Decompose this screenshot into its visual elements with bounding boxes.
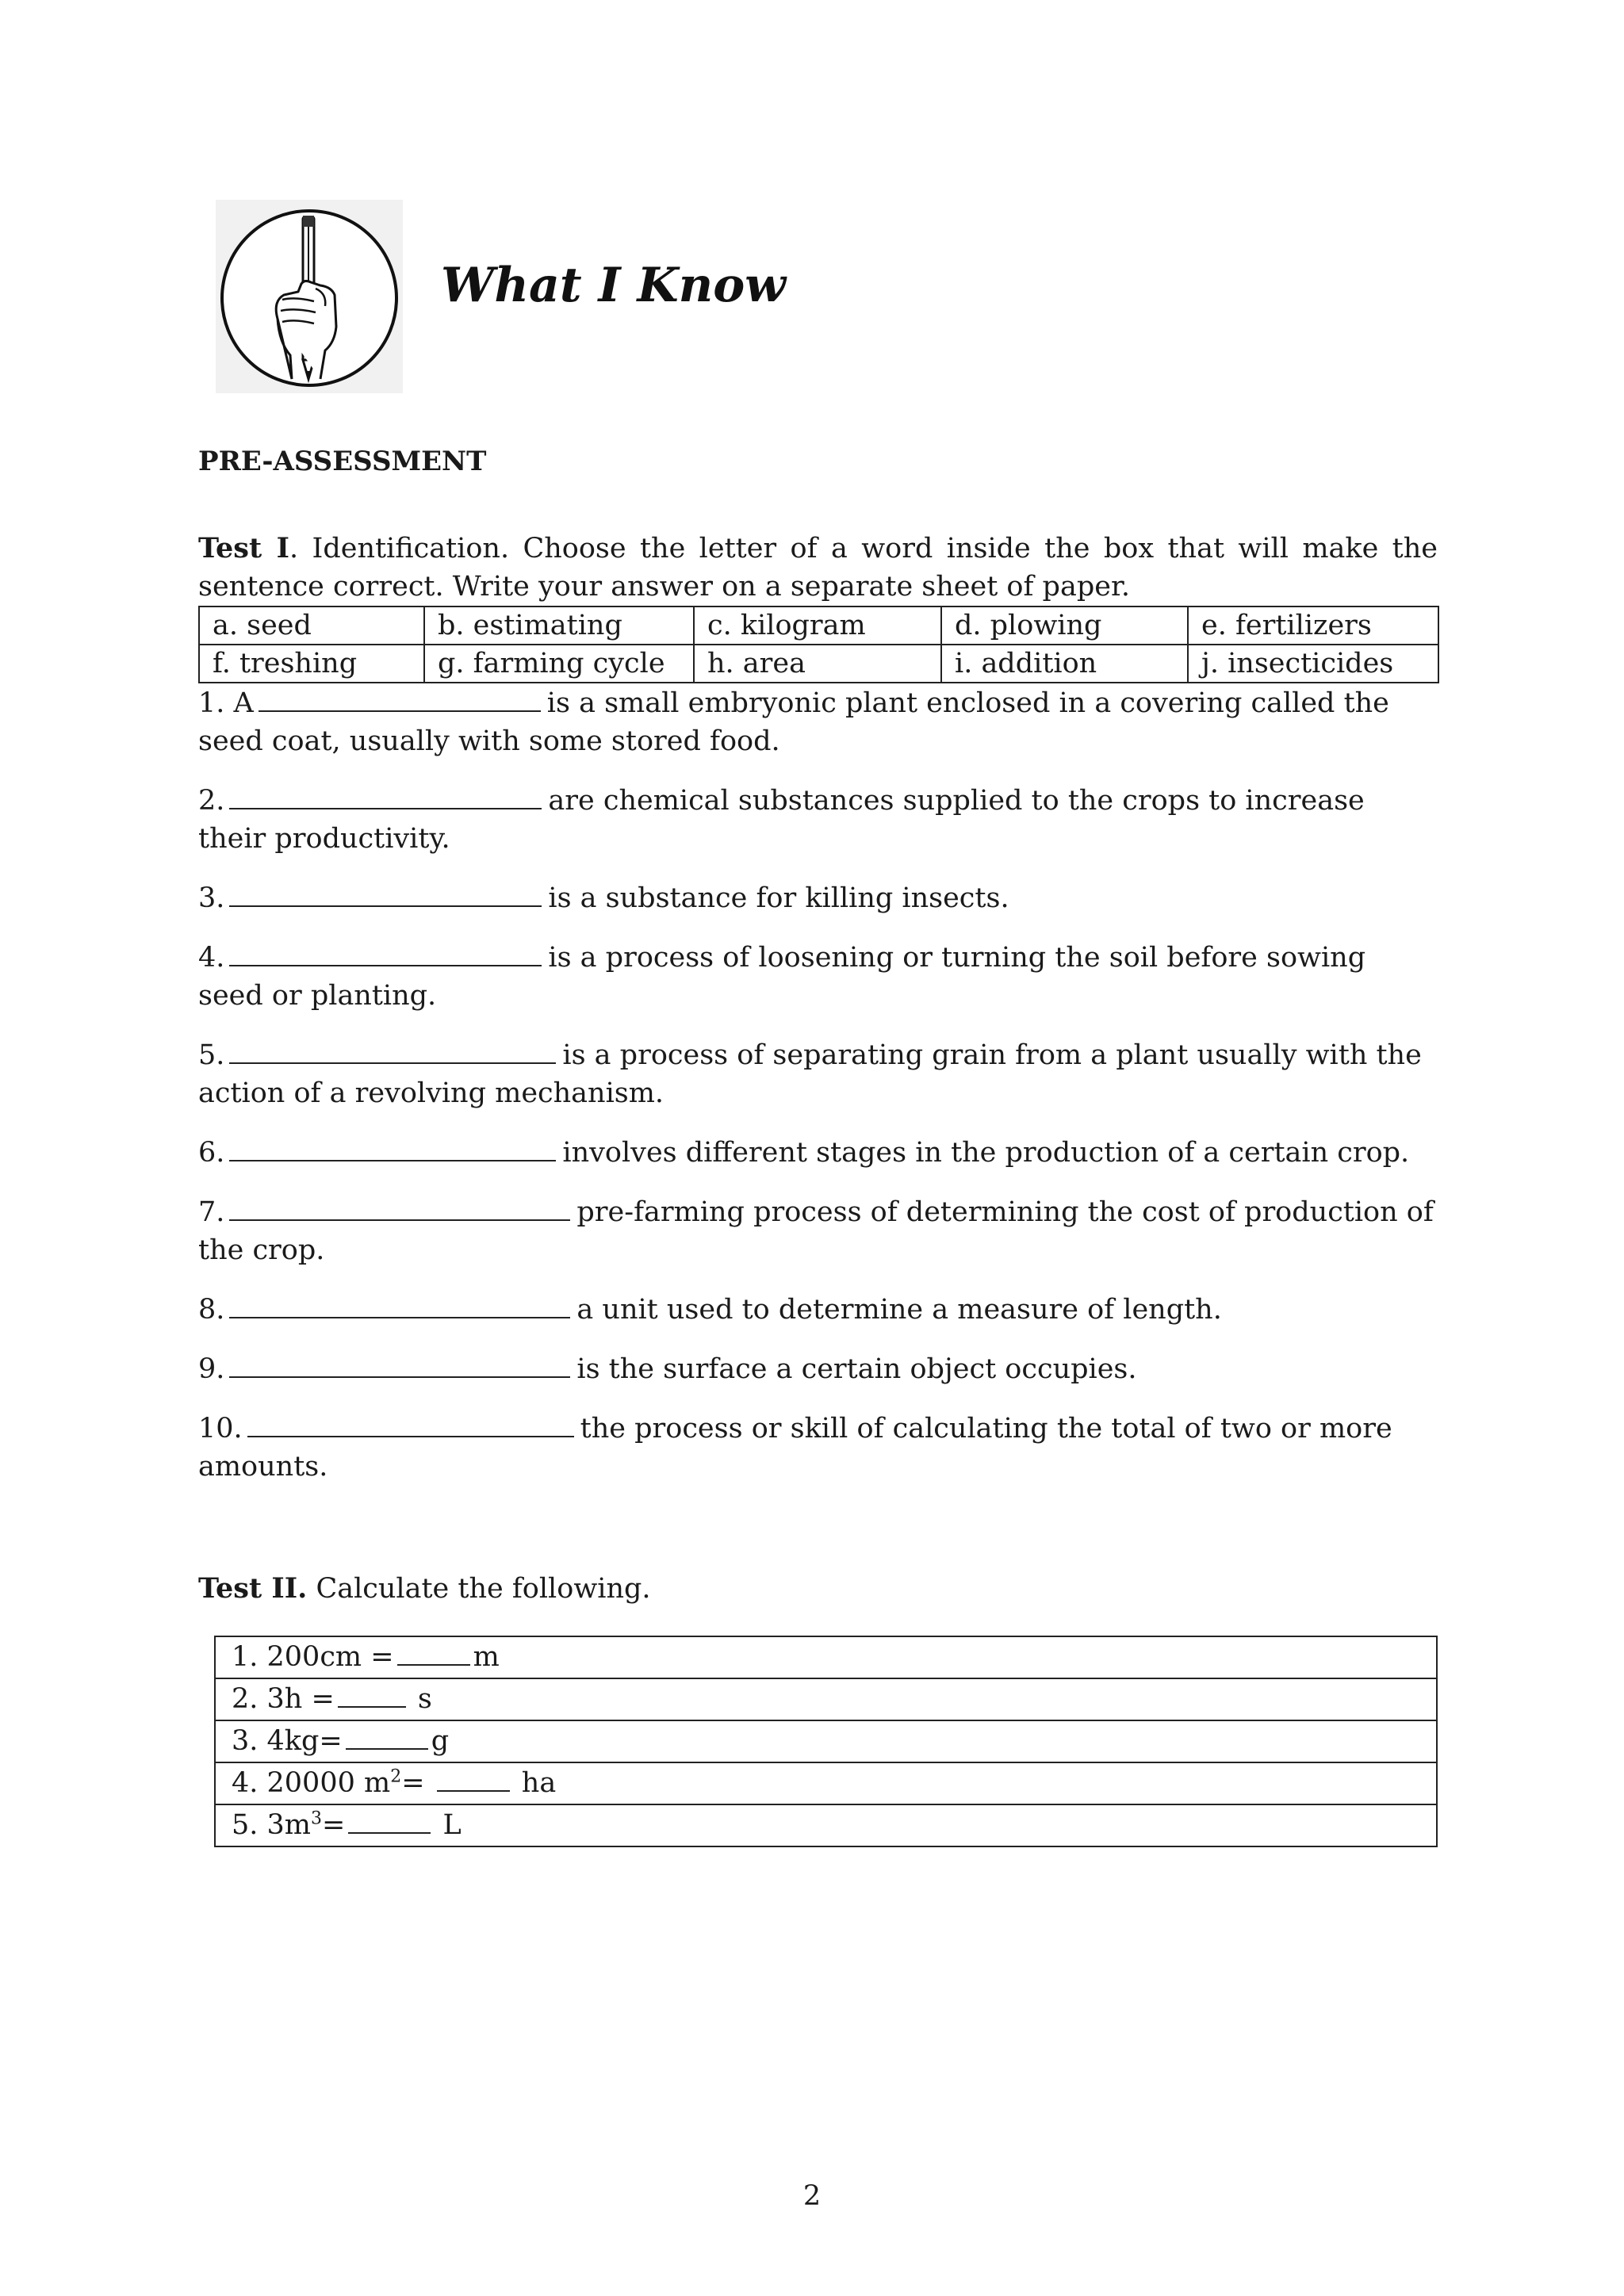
answer-blank[interactable]: [397, 1637, 470, 1666]
answer-blank[interactable]: [229, 1192, 570, 1221]
answer-blank[interactable]: [229, 1035, 556, 1064]
calc-cell: [215, 1720, 1437, 1762]
choice-cell: j. insecticides: [1188, 645, 1438, 683]
table-row: [215, 1720, 1437, 1762]
question-item: [198, 938, 1438, 1015]
page-title: What I Know: [441, 258, 786, 313]
choice-cell: i. addition: [941, 645, 1188, 683]
calc-equals: =: [321, 1809, 346, 1841]
question-item: [198, 1349, 1438, 1388]
answer-blank[interactable]: [348, 1805, 431, 1834]
test2-instructions: [198, 1570, 1438, 1608]
calc-prompt: 5. 3m: [232, 1809, 311, 1841]
calc-unit: m: [473, 1641, 500, 1673]
question-number: 2.: [198, 785, 225, 817]
question-text: is a process of loosening or turning the soil before sowing seed or planting.: [198, 942, 1366, 1012]
calc-unit: ha: [521, 1767, 557, 1799]
choice-cell: e. fertilizers: [1188, 607, 1438, 645]
choice-cell: f. treshing: [199, 645, 424, 683]
question-item: [198, 1409, 1438, 1486]
answer-blank[interactable]: [229, 1349, 570, 1378]
test1-label: Test I: [198, 532, 289, 564]
table-row: [215, 1678, 1437, 1720]
calc-cell: [215, 1678, 1437, 1720]
question-text: involves different stages in the production of a certain crop.: [562, 1137, 1410, 1169]
test1-instruction-text: . Identification. Choose the letter of a word inside the box that will make the sentence correct. Write your answer on a separate sheet of paper.: [198, 533, 1438, 603]
question-item: [198, 878, 1438, 917]
calculation-table: [214, 1636, 1438, 1847]
choice-cell: d. plowing: [941, 607, 1188, 645]
superscript: 2: [390, 1766, 402, 1787]
answer-blank[interactable]: [229, 938, 542, 966]
answer-blank[interactable]: [229, 781, 542, 809]
question-item: [198, 1035, 1438, 1112]
question-number: 7.: [198, 1196, 225, 1228]
page-number: 2: [802, 2180, 822, 2212]
question-number: 5.: [198, 1039, 225, 1071]
answer-blank[interactable]: [229, 878, 542, 907]
question-number: 3.: [198, 882, 225, 914]
superscript: 3: [310, 1808, 322, 1829]
question-text: is the surface a certain object occupies.: [576, 1353, 1137, 1385]
question-item: [198, 1133, 1438, 1172]
choice-cell: a. seed: [199, 607, 424, 645]
question-item: [198, 1192, 1438, 1269]
section-heading: PRE-ASSESSMENT: [198, 446, 487, 477]
question-number: 4.: [198, 942, 225, 974]
test2-instruction-text: Calculate the following.: [316, 1573, 651, 1605]
answer-blank[interactable]: [346, 1721, 428, 1750]
table-row: [215, 1636, 1437, 1678]
question-text: pre-farming process of determining the cost of production of the crop.: [198, 1196, 1434, 1266]
question-item: [198, 781, 1438, 858]
hand-holding-pencil-icon: [216, 200, 403, 393]
main-content: [198, 442, 1438, 1847]
question-item: [198, 1290, 1438, 1329]
question-number: 8.: [198, 1294, 225, 1326]
answer-blank[interactable]: [229, 1133, 556, 1161]
question-number: 6.: [198, 1137, 225, 1169]
answer-blank[interactable]: [247, 1409, 574, 1437]
table-row: [215, 1804, 1437, 1846]
calc-cell: [215, 1804, 1437, 1846]
question-text: is a small embryonic plant enclosed in a covering called the seed coat, usually with some stored food.: [198, 687, 1389, 757]
answer-blank[interactable]: [259, 683, 541, 712]
calc-unit: g: [431, 1725, 450, 1757]
answer-blank[interactable]: [229, 1290, 570, 1318]
calc-unit: L: [442, 1809, 462, 1841]
choice-cell: h. area: [694, 645, 941, 683]
choice-cell: b. estimating: [424, 607, 694, 645]
choices-table: [198, 606, 1439, 683]
calc-unit: s: [417, 1683, 432, 1715]
calc-prompt: 2. 3h =: [232, 1683, 335, 1715]
question-number: 1. A: [198, 687, 254, 719]
question-number: 9.: [198, 1353, 225, 1385]
question-list: [198, 683, 1438, 1486]
test1-instructions: [198, 530, 1438, 606]
test2-label: Test II.: [198, 1572, 308, 1605]
choice-cell: c. kilogram: [694, 607, 941, 645]
question-text: is a process of separating grain from a plant usually with the action of a revolving mechanism.: [198, 1039, 1422, 1109]
table-row: [199, 645, 1438, 683]
question-text: the process or skill of calculating the total of two or more amounts.: [198, 1413, 1392, 1483]
question-number: 10.: [198, 1413, 243, 1445]
calc-equals: =: [401, 1767, 425, 1799]
table-row: [215, 1762, 1437, 1804]
question-item: [198, 683, 1438, 760]
question-text: is a substance for killing insects.: [548, 882, 1009, 914]
calc-cell: [215, 1636, 1437, 1678]
question-text: a unit used to determine a measure of length.: [576, 1294, 1222, 1326]
table-row: [199, 607, 1438, 645]
calc-prompt: 3. 4kg=: [232, 1725, 343, 1757]
choice-cell: g. farming cycle: [424, 645, 694, 683]
answer-blank[interactable]: [338, 1679, 406, 1708]
calc-prompt: 1. 200cm =: [232, 1641, 394, 1673]
question-text: are chemical substances supplied to the crops to increase their productivity.: [198, 785, 1365, 855]
calc-cell: [215, 1762, 1437, 1804]
answer-blank[interactable]: [437, 1763, 510, 1792]
calc-prompt: 4. 20000 m: [232, 1767, 391, 1799]
